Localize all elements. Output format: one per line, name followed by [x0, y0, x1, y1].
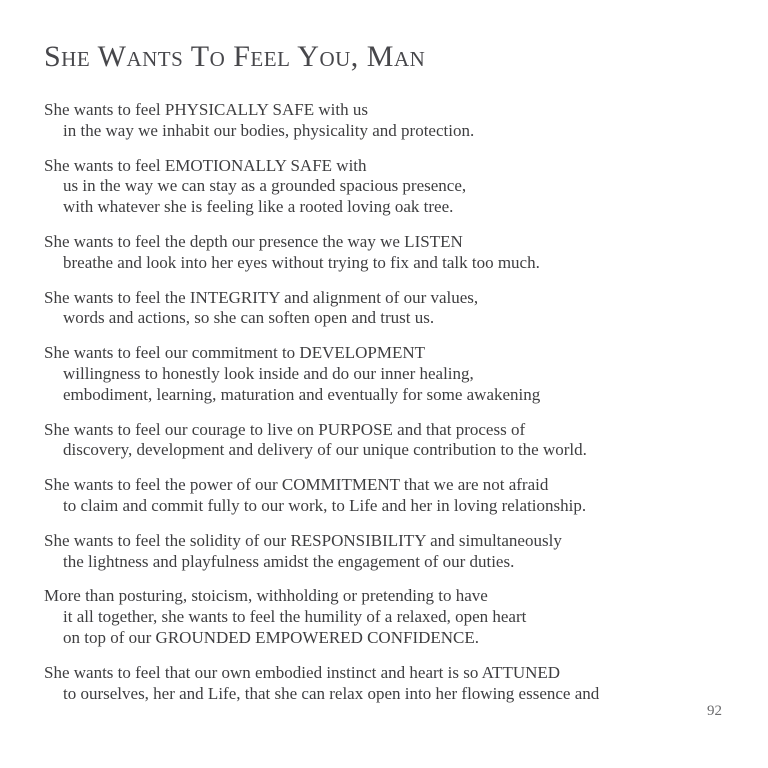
paragraph [44, 420, 704, 462]
paragraph [44, 100, 704, 142]
paragraph-line: She wants to feel the depth our presence the way we LISTEN [44, 231, 463, 251]
paragraph-line: breathe and look into her eyes without trying to fix and talk too much. [63, 252, 540, 272]
paragraph [44, 586, 704, 648]
paragraph-line: More than posturing, stoicism, withholding or pretending to have [44, 586, 488, 606]
paragraph-line: with whatever she is feeling like a rooted loving oak tree. [63, 197, 454, 217]
paragraph-line: us in the way we can stay as a grounded spacious presence, [63, 176, 467, 196]
paragraph [44, 475, 704, 517]
paragraph-line: embodiment, learning, maturation and eventually for some awakening [63, 384, 541, 404]
paragraph-line: She wants to feel our commitment to DEVELOPMENT [44, 343, 426, 363]
paragraph [44, 232, 704, 274]
paragraph-line: discovery, development and delivery of our unique contribution to the world. [63, 440, 587, 460]
paragraph [44, 343, 704, 405]
paragraph-line: on top of our GROUNDED EMPOWERED CONFIDENCE. [63, 627, 480, 647]
paragraph-line: She wants to feel PHYSICALLY SAFE with us [44, 100, 368, 119]
paragraph-line: to ourselves, her and Life, that she can relax open into her flowing essence and [63, 683, 600, 703]
paragraph-line: words and actions, so she can soften open and trust us. [63, 308, 435, 328]
page-number: 92 [707, 703, 722, 719]
paragraph-line: She wants to feel the INTEGRITY and alignment of our values, [44, 287, 479, 307]
paragraph [44, 531, 704, 573]
page-title: She Wants To Feel You, Man [44, 40, 426, 73]
paragraph [44, 288, 704, 330]
paragraph-line: the lightness and playfulness amidst the engagement of our duties. [63, 551, 515, 571]
body-text [44, 100, 704, 718]
paragraph-line: it all together, she wants to feel the humility of a relaxed, open heart [63, 607, 527, 627]
paragraph-line: She wants to feel the solidity of our RESPONSIBILITY and simultaneously [44, 530, 562, 550]
paragraph-line: willingness to honestly look inside and do our inner healing, [63, 363, 474, 383]
paragraph [44, 663, 704, 705]
paragraph-line: She wants to feel EMOTIONALLY SAFE with [44, 155, 367, 175]
paragraph-line: She wants to feel that our own embodied instinct and heart is so ATTUNED [44, 662, 561, 682]
paragraph-line: in the way we inhabit our bodies, physicality and protection. [63, 120, 475, 140]
paragraph-line: She wants to feel the power of our COMMITMENT that we are not afraid [44, 475, 549, 495]
paragraph [44, 156, 704, 218]
paragraph-line: to claim and commit fully to our work, to Life and her in loving relationship. [63, 495, 587, 515]
paragraph-line: She wants to feel our courage to live on PURPOSE and that process of [44, 419, 526, 439]
